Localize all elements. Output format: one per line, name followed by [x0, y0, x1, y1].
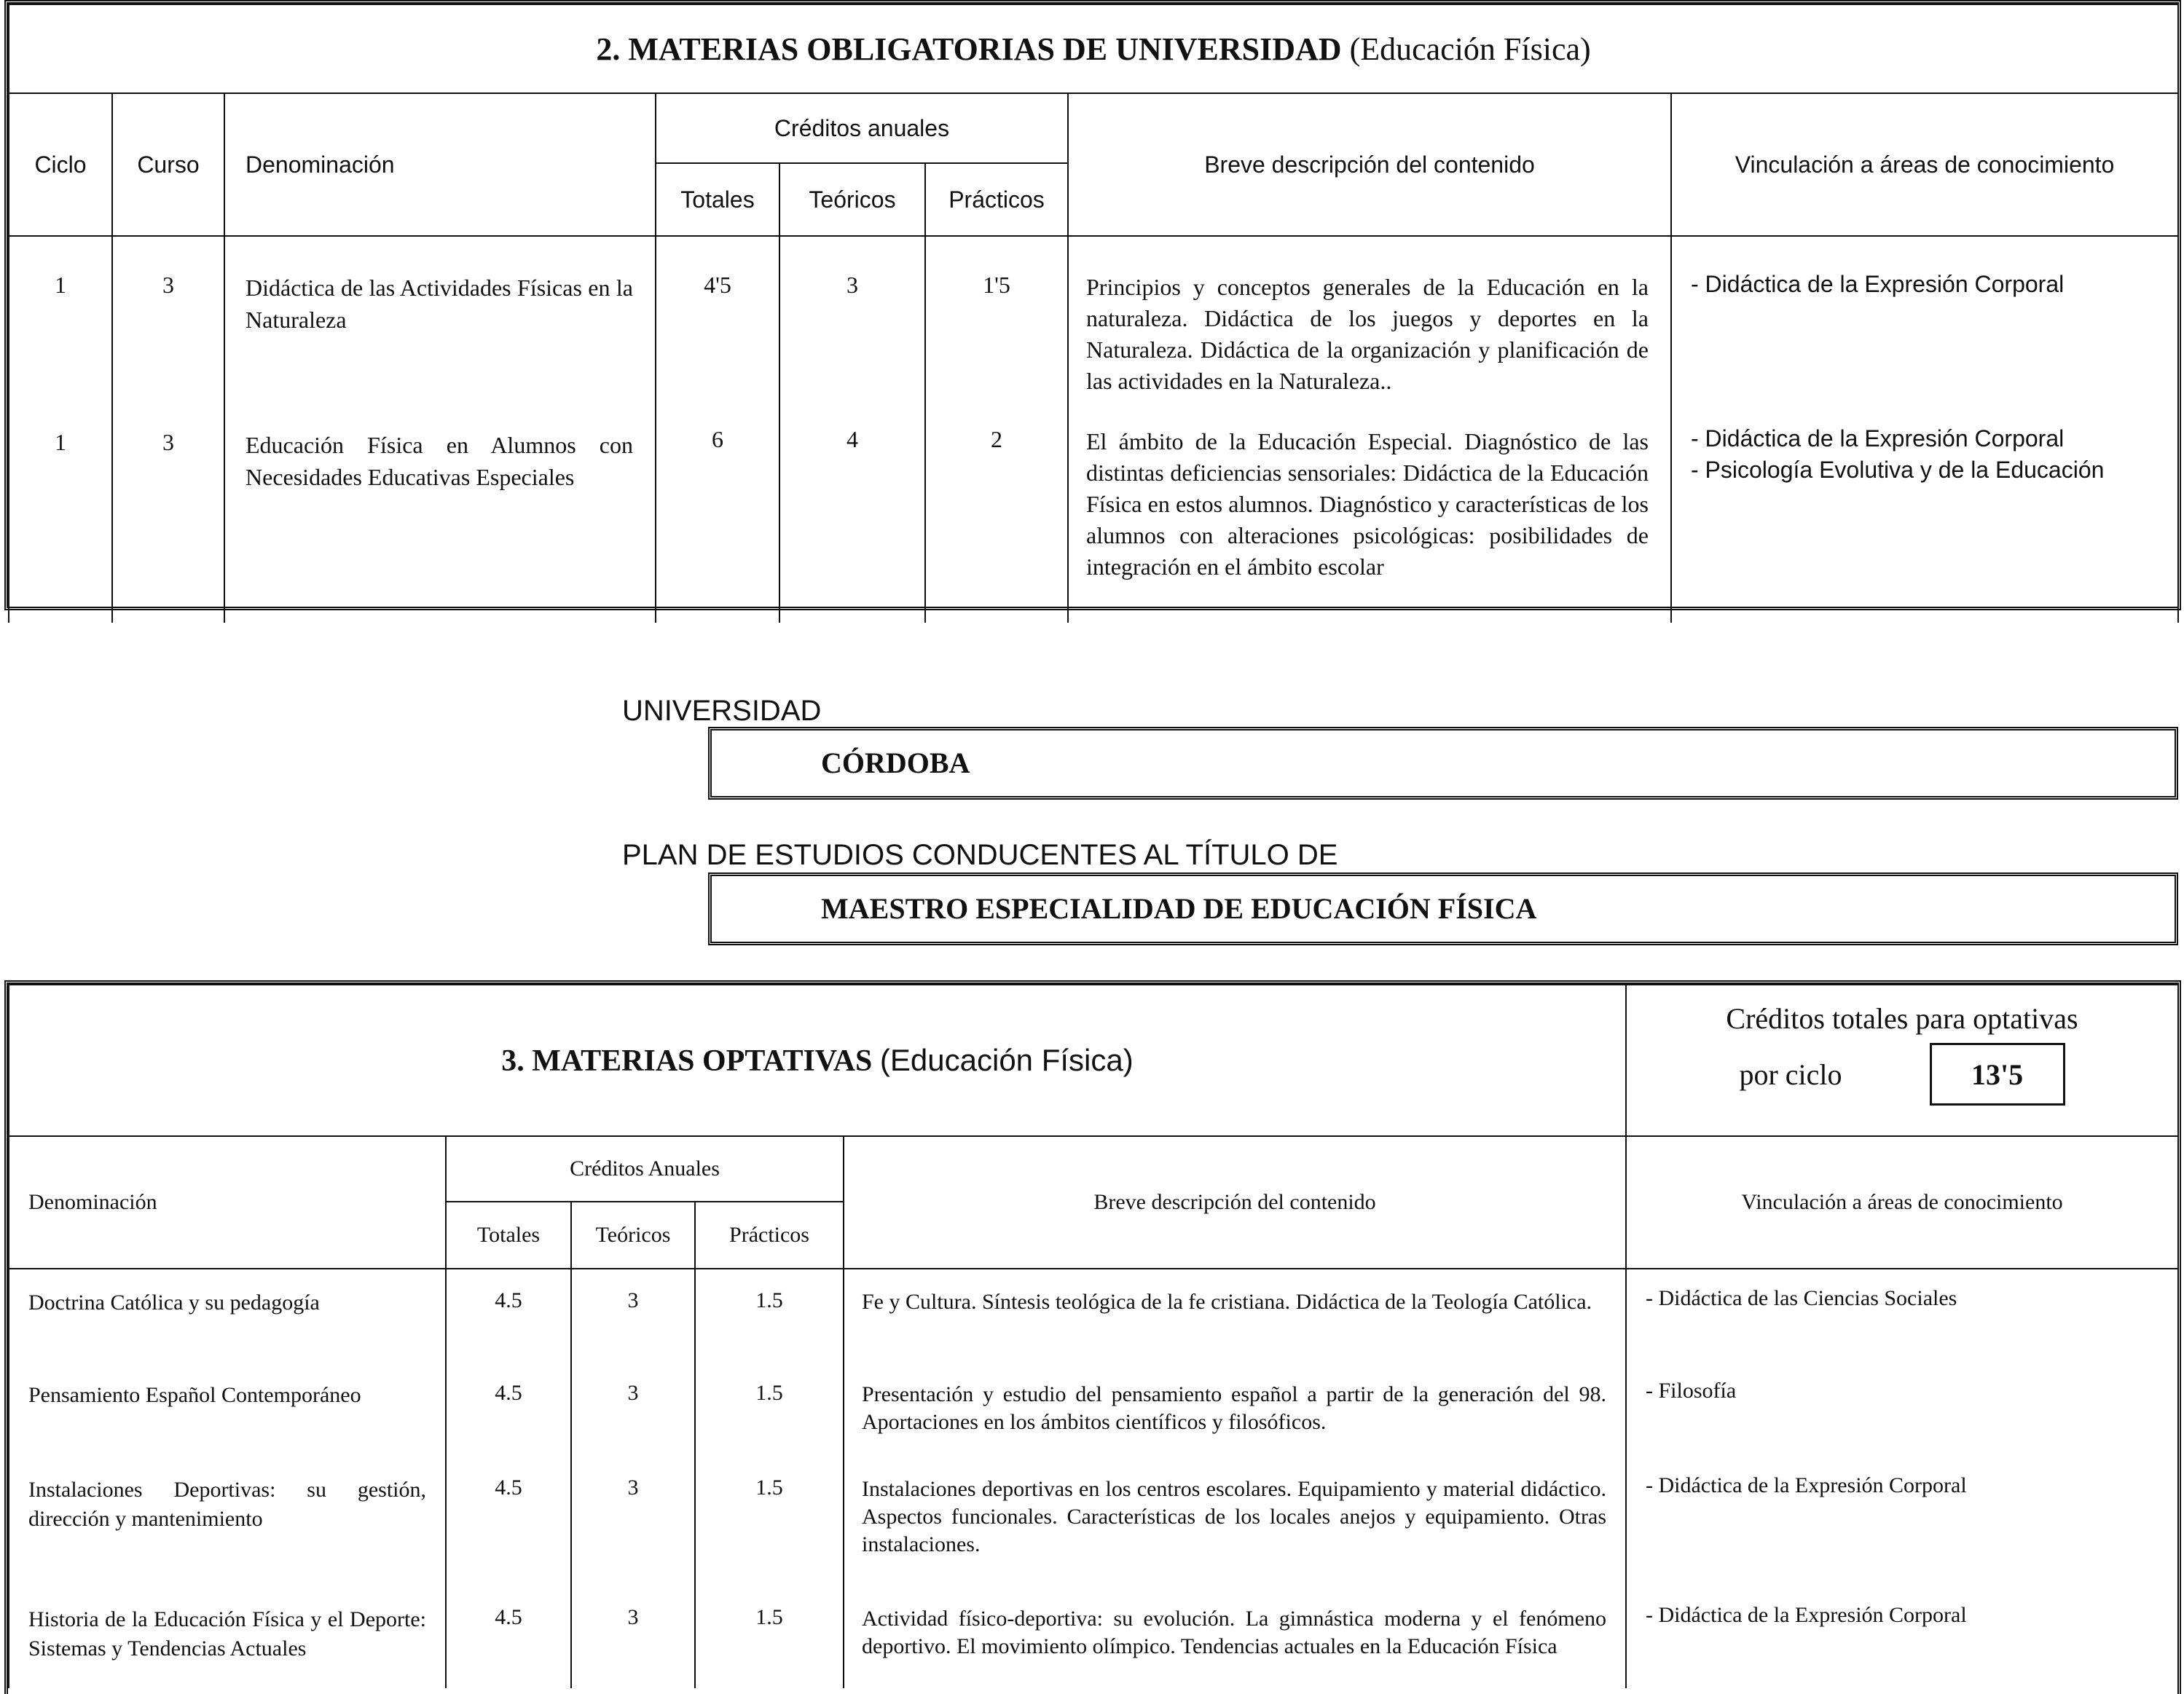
- header-creditos: Créditos anuales: [656, 93, 1068, 163]
- row-totales: 4.5: [446, 1269, 571, 1362]
- header-totales: Totales: [656, 163, 779, 236]
- header-denominacion: Denominación: [9, 1136, 446, 1269]
- plan-label: PLAN DE ESTUDIOS CONDUCENTES AL TÍTULO DE: [622, 839, 1338, 871]
- row-denominacion: Pensamiento Español Contemporáneo: [9, 1362, 446, 1457]
- row-vinculacion: [1671, 236, 2178, 397]
- table-row: [9, 1362, 2178, 1457]
- row-totales: 4.5: [446, 1586, 571, 1688]
- creditos-totales-label: Créditos totales para optativas: [1726, 1002, 2078, 1035]
- row-descripcion: Actividad físico-deportiva: su evolución. La gimnástica moderna y el fenómeno deportivo. El movimiento olímpico. Tendencias actuales en la Educación Física: [844, 1586, 1626, 1688]
- row-practicos: 1.5: [695, 1362, 844, 1457]
- university-label: UNIVERSIDAD: [622, 695, 822, 727]
- row-curso: 3: [112, 397, 224, 623]
- row-denominacion: Educación Física en Alumnos con Necesidades Educativas Especiales: [224, 397, 656, 623]
- table-row: [9, 1269, 2178, 1362]
- row-vinculacion: - Didáctica de la Expresión Corporal: [1626, 1586, 2178, 1688]
- row-totales: 4.5: [446, 1457, 571, 1586]
- header-teoricos: Teóricos: [571, 1202, 695, 1269]
- row-practicos: 1'5: [925, 236, 1068, 397]
- section2-title-rest: (Educación Física): [1349, 31, 1591, 67]
- header-totales: Totales: [446, 1202, 571, 1269]
- section2-title-bold: 2. MATERIAS OBLIGATORIAS DE UNIVERSIDAD: [596, 31, 1342, 67]
- degree-title: MAESTRO ESPECIALIDAD DE EDUCACIÓN FÍSICA: [821, 892, 1537, 925]
- vinculacion-item: - Didáctica de la Expresión Corporal: [1691, 425, 2065, 452]
- row-denominacion: Didáctica de las Actividades Físicas en la Naturaleza: [224, 236, 656, 397]
- row-practicos: 1.5: [695, 1457, 844, 1586]
- header-descripcion: Breve descripción del contenido: [1068, 93, 1671, 236]
- row-ciclo: 1: [9, 236, 112, 397]
- header-vinculacion: Vinculación a áreas de conocimiento: [1671, 93, 2178, 236]
- header-ciclo: Ciclo: [9, 93, 112, 236]
- row-denominacion: Historia de la Educación Física y el Deporte: Sistemas y Tendencias Actuales: [9, 1586, 446, 1688]
- row-teoricos: 3: [571, 1586, 695, 1688]
- row-practicos: 1.5: [695, 1586, 844, 1688]
- university-name: CÓRDOBA: [821, 746, 970, 779]
- optativas-credit-cell: [1626, 985, 2178, 1136]
- section3-title-rest: (Educación Física): [879, 1042, 1134, 1077]
- row-practicos: 2: [925, 397, 1068, 623]
- university-name-box: [708, 727, 2178, 800]
- row-denominacion: Doctrina Católica y su pedagogía: [9, 1269, 446, 1362]
- section3-table-frame: [4, 980, 2181, 1694]
- por-ciclo-label: por ciclo: [1739, 1057, 1842, 1091]
- row-ciclo: 1: [9, 397, 112, 623]
- section3-table: [8, 984, 2179, 1688]
- section3-title-bold: 3. MATERIAS OPTATIVAS: [501, 1044, 873, 1078]
- table-row: [9, 397, 2178, 623]
- section3-title: [9, 985, 1626, 1136]
- row-curso: 3: [112, 236, 224, 397]
- vinculacion-item: - Psicología Evolutiva y de la Educación: [1691, 457, 2105, 483]
- row-descripcion: Principios y conceptos generales de la Educación en la naturaleza. Didáctica de los juegos y deportes en la Naturaleza. Didáctica de la organización y planificación de las actividades en la Naturaleza..: [1068, 236, 1671, 397]
- row-teoricos: 4: [779, 397, 925, 623]
- row-descripcion: Instalaciones deportivas en los centros escolares. Equipamiento y material didáctico. Aspectos funcionales. Características de los locales anejos y equipamiento. Otras instalaciones.: [844, 1457, 1626, 1586]
- row-teoricos: 3: [571, 1457, 695, 1586]
- table-row: [9, 1457, 2178, 1586]
- table-row: [9, 1586, 2178, 1688]
- row-denominacion: Instalaciones Deportivas: su gestión, dirección y mantenimiento: [9, 1457, 446, 1586]
- vinculacion-item: - Didáctica de la Expresión Corporal: [1691, 271, 2065, 297]
- header-denominacion: Denominación: [224, 93, 656, 236]
- degree-title-box: [708, 872, 2178, 945]
- row-practicos: 1.5: [695, 1269, 844, 1362]
- section2-table: [8, 4, 2179, 623]
- row-descripcion: El ámbito de la Educación Especial. Diagnóstico de las distintas deficiencias sensoriales: Didáctica de la Educación Física en estos alumnos. Diagnóstico y características de los alumnos con alteraciones psicológicas: posibilidades de integración en el ámbito escolar: [1068, 397, 1671, 623]
- header-creditos: Créditos Anuales: [446, 1136, 844, 1202]
- row-teoricos: 3: [571, 1362, 695, 1457]
- row-totales: 6: [656, 397, 779, 623]
- row-teoricos: 3: [779, 236, 925, 397]
- row-descripcion: Presentación y estudio del pensamiento español a partir de la generación del 98. Aportaciones en los ámbitos científicos y filosóficos.: [844, 1362, 1626, 1457]
- header-teoricos: Teóricos: [779, 163, 925, 236]
- row-vinculacion: [1671, 397, 2178, 623]
- row-vinculacion: - Didáctica de la Expresión Corporal: [1626, 1457, 2178, 1586]
- row-totales: 4'5: [656, 236, 779, 397]
- section2-title: [9, 4, 2178, 93]
- header-practicos: Prácticos: [925, 163, 1068, 236]
- header-practicos: Prácticos: [695, 1202, 844, 1269]
- row-teoricos: 3: [571, 1269, 695, 1362]
- row-vinculacion: - Didáctica de las Ciencias Sociales: [1626, 1269, 2178, 1362]
- header-descripcion: Breve descripción del contenido: [844, 1136, 1626, 1269]
- row-descripcion: Fe y Cultura. Síntesis teológica de la fe cristiana. Didáctica de la Teología Católica.: [844, 1269, 1626, 1362]
- row-totales: 4.5: [446, 1362, 571, 1457]
- header-curso: Curso: [112, 93, 224, 236]
- section2-table-frame: [4, 0, 2181, 610]
- row-vinculacion: - Filosofía: [1626, 1362, 2178, 1457]
- por-ciclo-value: 13'5: [1930, 1043, 2065, 1106]
- header-vinculacion: Vinculación a áreas de conocimiento: [1626, 1136, 2178, 1269]
- table-row: [9, 236, 2178, 397]
